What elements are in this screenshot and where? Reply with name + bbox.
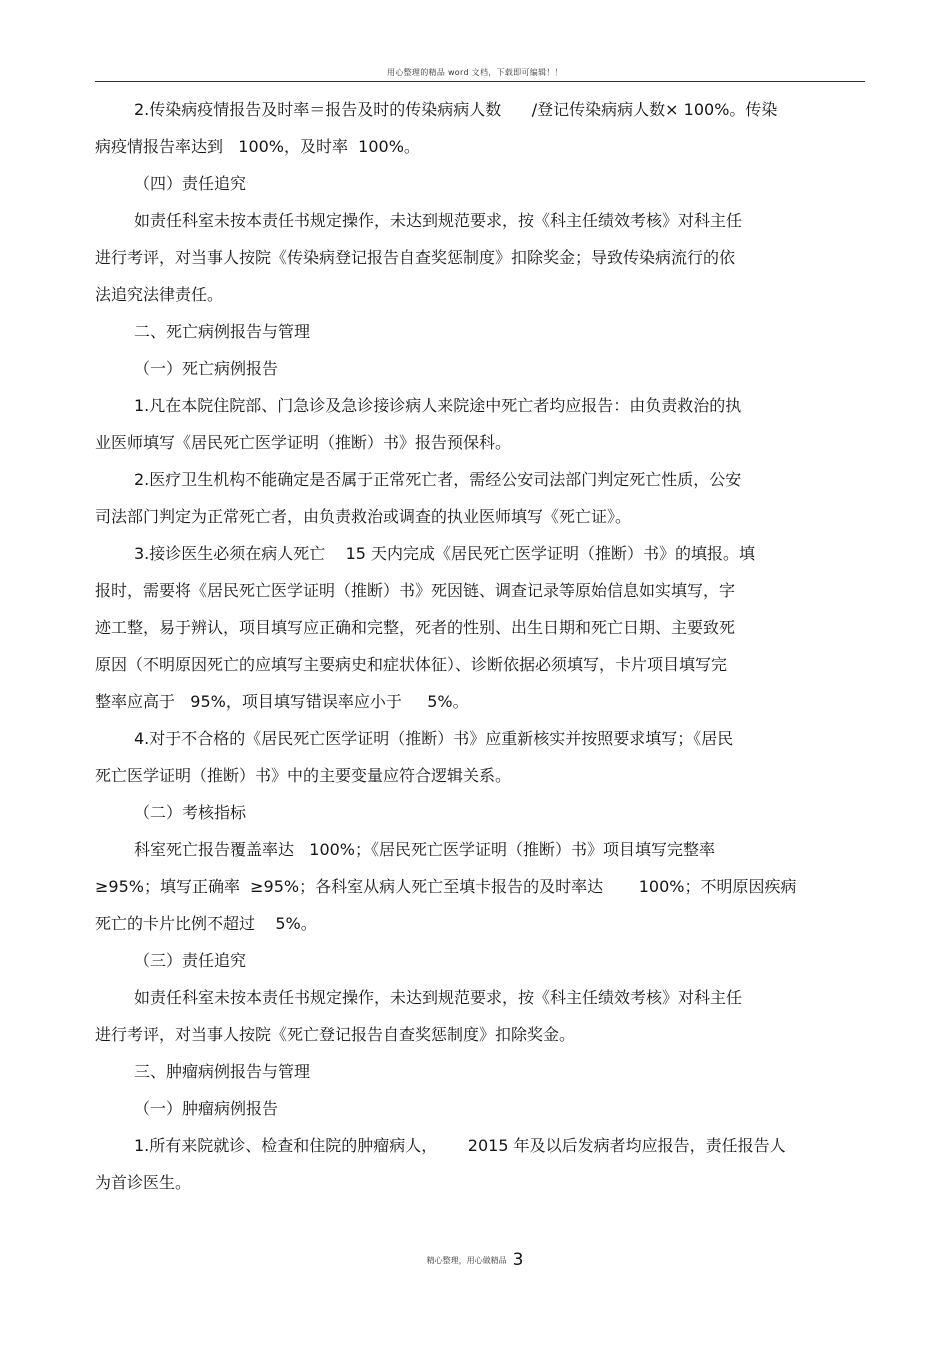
body-line: 业医师填写《居民死亡医学证明（推断）书》报告预保科。 (95, 433, 512, 452)
body-line: 1.所有来院就诊、检查和住院的肿瘤病人， 2015 年及以后发病者均应报告，责任报告人 (134, 1136, 786, 1155)
body-line: 病疫情报告率达到 100%，及时率 100%。 (95, 137, 420, 156)
subsection-heading: （一）死亡病例报告 (134, 359, 279, 378)
body-line: 2.传染病疫情报告及时率＝报告及时的传染病病人数 /登记传染病病人数× 100%。传染 (134, 100, 778, 119)
body-line: 司法部门判定为正常死亡者，由负责救治或调查的执业医师填写《死亡证》。 (95, 507, 632, 526)
body-line: 4.对于不合格的《居民死亡医学证明（推断）书》应重新核实并按照要求填写；《居民 (134, 729, 734, 748)
subsection-heading: （四）责任追究 (134, 174, 247, 193)
footer-note: 精心整理，用心做精品 (426, 1256, 507, 1265)
section-heading: 三、肿瘤病例报告与管理 (134, 1062, 311, 1081)
body-line: 死亡医学证明（推断）书》中的主要变量应符合逻辑关系。 (95, 766, 512, 785)
body-line: 死亡的卡片比例不超过 5%。 (95, 914, 317, 933)
body-line: 如责任科室未按本责任书规定操作，未达到规范要求，按《科主任绩效考核》对科主任 (134, 988, 743, 1007)
header-rule (95, 81, 865, 82)
page-number: 3 (512, 1250, 524, 1270)
body-line: 迹工整，易于辨认，项目填写应正确和完整，死者的性别、出生日期和死亡日期、主要致死 (95, 618, 736, 637)
body-line: 法追究法律责任。 (95, 285, 224, 304)
body-line: 如责任科室未按本责任书规定操作，未达到规范要求，按《科主任绩效考核》对科主任 (134, 211, 743, 230)
body-line: 3.接诊医生必须在病人死亡 15 天内完成《居民死亡医学证明（推断）书》的填报。填 (134, 544, 756, 563)
body-line: 2.医疗卫生机构不能确定是否属于正常死亡者，需经公安司法部门判定死亡性质，公安 (134, 470, 742, 489)
body-line: 1.凡在本院住院部、门急诊及急诊接诊病人来院途中死亡者均应报告：由负责救治的执 (134, 396, 742, 415)
body-line: 原因（不明原因死亡的应填写主要病史和症状体征）、诊断依据必须填写，卡片项目填写完 (95, 655, 728, 674)
body-line: 进行考评，对当事人按院《死亡登记报告自查奖惩制度》扣除奖金。 (95, 1025, 576, 1044)
body-line: 整率应高于 95%，项目填写错误率应小于 5%。 (95, 692, 469, 711)
body-line: ≥95%；填写正确率 ≥95%；各科室从病人死亡至填卡报告的及时率达 100%；不明原因疾病 (95, 877, 797, 896)
section-heading: 二、死亡病例报告与管理 (134, 322, 311, 341)
subsection-heading: （二）考核指标 (134, 803, 247, 822)
subsection-heading: （一）肿瘤病例报告 (134, 1099, 279, 1118)
body-line: 报时，需要将《居民死亡医学证明（推断）书》死因链、调查记录等原始信息如实填写，字 (95, 581, 736, 600)
body-line: 科室死亡报告覆盖率达 100%；《居民死亡医学证明（推断）书》项目填写完整率 (134, 840, 716, 859)
page-footer (0, 1250, 950, 1270)
subsection-heading: （三）责任追究 (134, 951, 247, 970)
body-line: 为首诊医生。 (95, 1173, 192, 1192)
body-line: 进行考评，对当事人按院《传染病登记报告自查奖惩制度》扣除奖金；导致传染病流行的依 (95, 248, 736, 267)
header-note: 用心整理的精品 word 文档，下载即可编辑！！ (387, 68, 563, 77)
